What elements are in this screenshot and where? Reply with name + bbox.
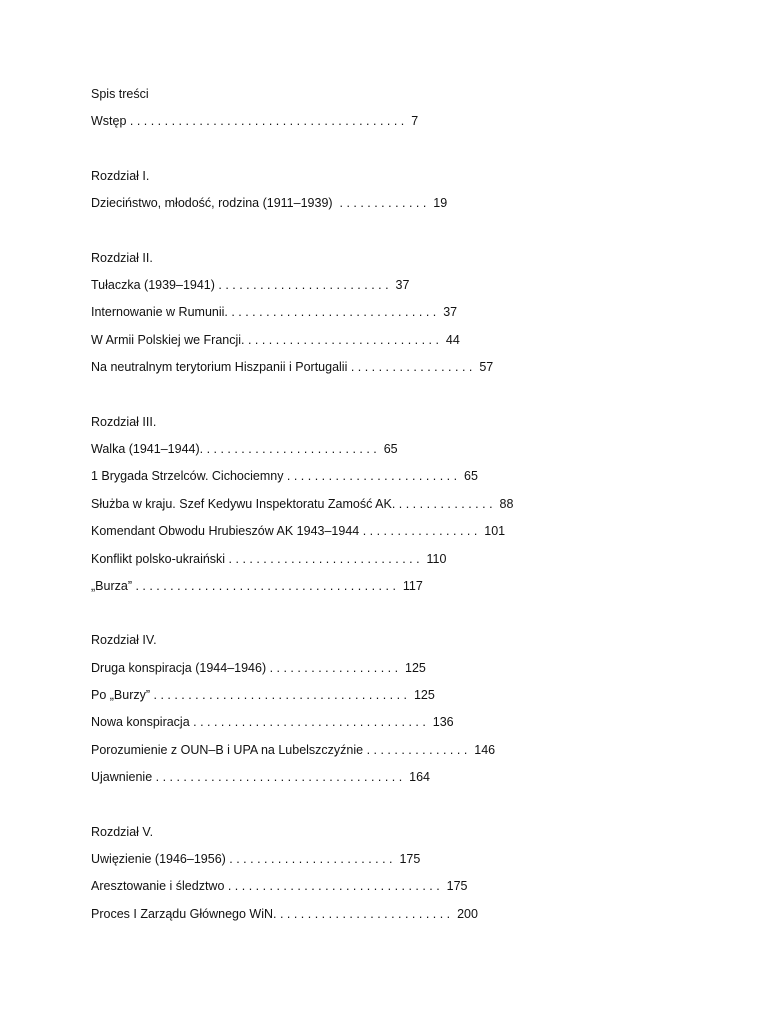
toc-entry: Służba w kraju. Szef Kedywu Inspektoratu Zamość AK. . . . . . . . . . . . . . . 88 <box>91 497 514 511</box>
chapter-heading-5: Rozdział V. <box>91 825 154 839</box>
toc-title: Spis treści <box>91 87 149 101</box>
toc-entry: Nowa konspiracja . . . . . . . . . . . . . . . . . . . . . . . . . . . . . . . . . . 136 <box>91 715 454 729</box>
toc-entry-intro: Wstęp . . . . . . . . . . . . . . . . . . . . . . . . . . . . . . . . . . . . . . . . 7 <box>91 114 419 128</box>
toc-entry: 1 Brygada Strzelców. Cichociemny . . . . . . . . . . . . . . . . . . . . . . . . . 65 <box>91 469 478 483</box>
toc-entry: Tułaczka (1939–1941) . . . . . . . . . . . . . . . . . . . . . . . . . 37 <box>91 278 410 292</box>
toc-entry: Aresztowanie i śledztwo . . . . . . . . . . . . . . . . . . . . . . . . . . . . . . . 175 <box>91 879 468 893</box>
toc-entry: Dzieciństwo, młodość, rodzina (1911–1939) . . . . . . . . . . . . . 19 <box>91 196 448 210</box>
toc-entry: Proces I Zarządu Głównego WiN. . . . . . . . . . . . . . . . . . . . . . . . . . 200 <box>91 907 478 921</box>
toc-entry: Internowanie w Rumunii. . . . . . . . . . . . . . . . . . . . . . . . . . . . . . . 37 <box>91 305 458 319</box>
toc-entry: Druga konspiracja (1944–1946) . . . . . . . . . . . . . . . . . . . 125 <box>91 661 426 675</box>
chapter-heading-3: Rozdział III. <box>91 415 157 429</box>
toc-entry: Porozumienie z OUN–B i UPA na Lubelszczyźnie . . . . . . . . . . . . . . . 146 <box>91 743 496 757</box>
chapter-heading-4: Rozdział IV. <box>91 633 157 647</box>
toc-entry: Konflikt polsko-ukraiński . . . . . . . . . . . . . . . . . . . . . . . . . . . . 110 <box>91 552 447 566</box>
toc-entry: „Burza” . . . . . . . . . . . . . . . . . . . . . . . . . . . . . . . . . . . . . . 117 <box>91 579 423 593</box>
toc-entry: Po „Burzy” . . . . . . . . . . . . . . . . . . . . . . . . . . . . . . . . . . . . . 125 <box>91 688 435 702</box>
toc-entry: Walka (1941–1944). . . . . . . . . . . . . . . . . . . . . . . . . . 65 <box>91 442 398 456</box>
toc-entry: Ujawnienie . . . . . . . . . . . . . . . . . . . . . . . . . . . . . . . . . . . . 164 <box>91 770 430 784</box>
toc-entry: W Armii Polskiej we Francji. . . . . . . . . . . . . . . . . . . . . . . . . . . . . 44 <box>91 333 460 347</box>
chapter-heading-2: Rozdział II. <box>91 251 153 265</box>
toc-entry: Komendant Obwodu Hrubieszów AK 1943–1944 . . . . . . . . . . . . . . . . . 101 <box>91 524 506 538</box>
toc-entry: Na neutralnym terytorium Hiszpanii i Portugalii . . . . . . . . . . . . . . . . . . 57 <box>91 360 494 374</box>
chapter-heading-1: Rozdział I. <box>91 169 150 183</box>
toc-entry: Uwięzienie (1946–1956) . . . . . . . . . . . . . . . . . . . . . . . . 175 <box>91 852 421 866</box>
